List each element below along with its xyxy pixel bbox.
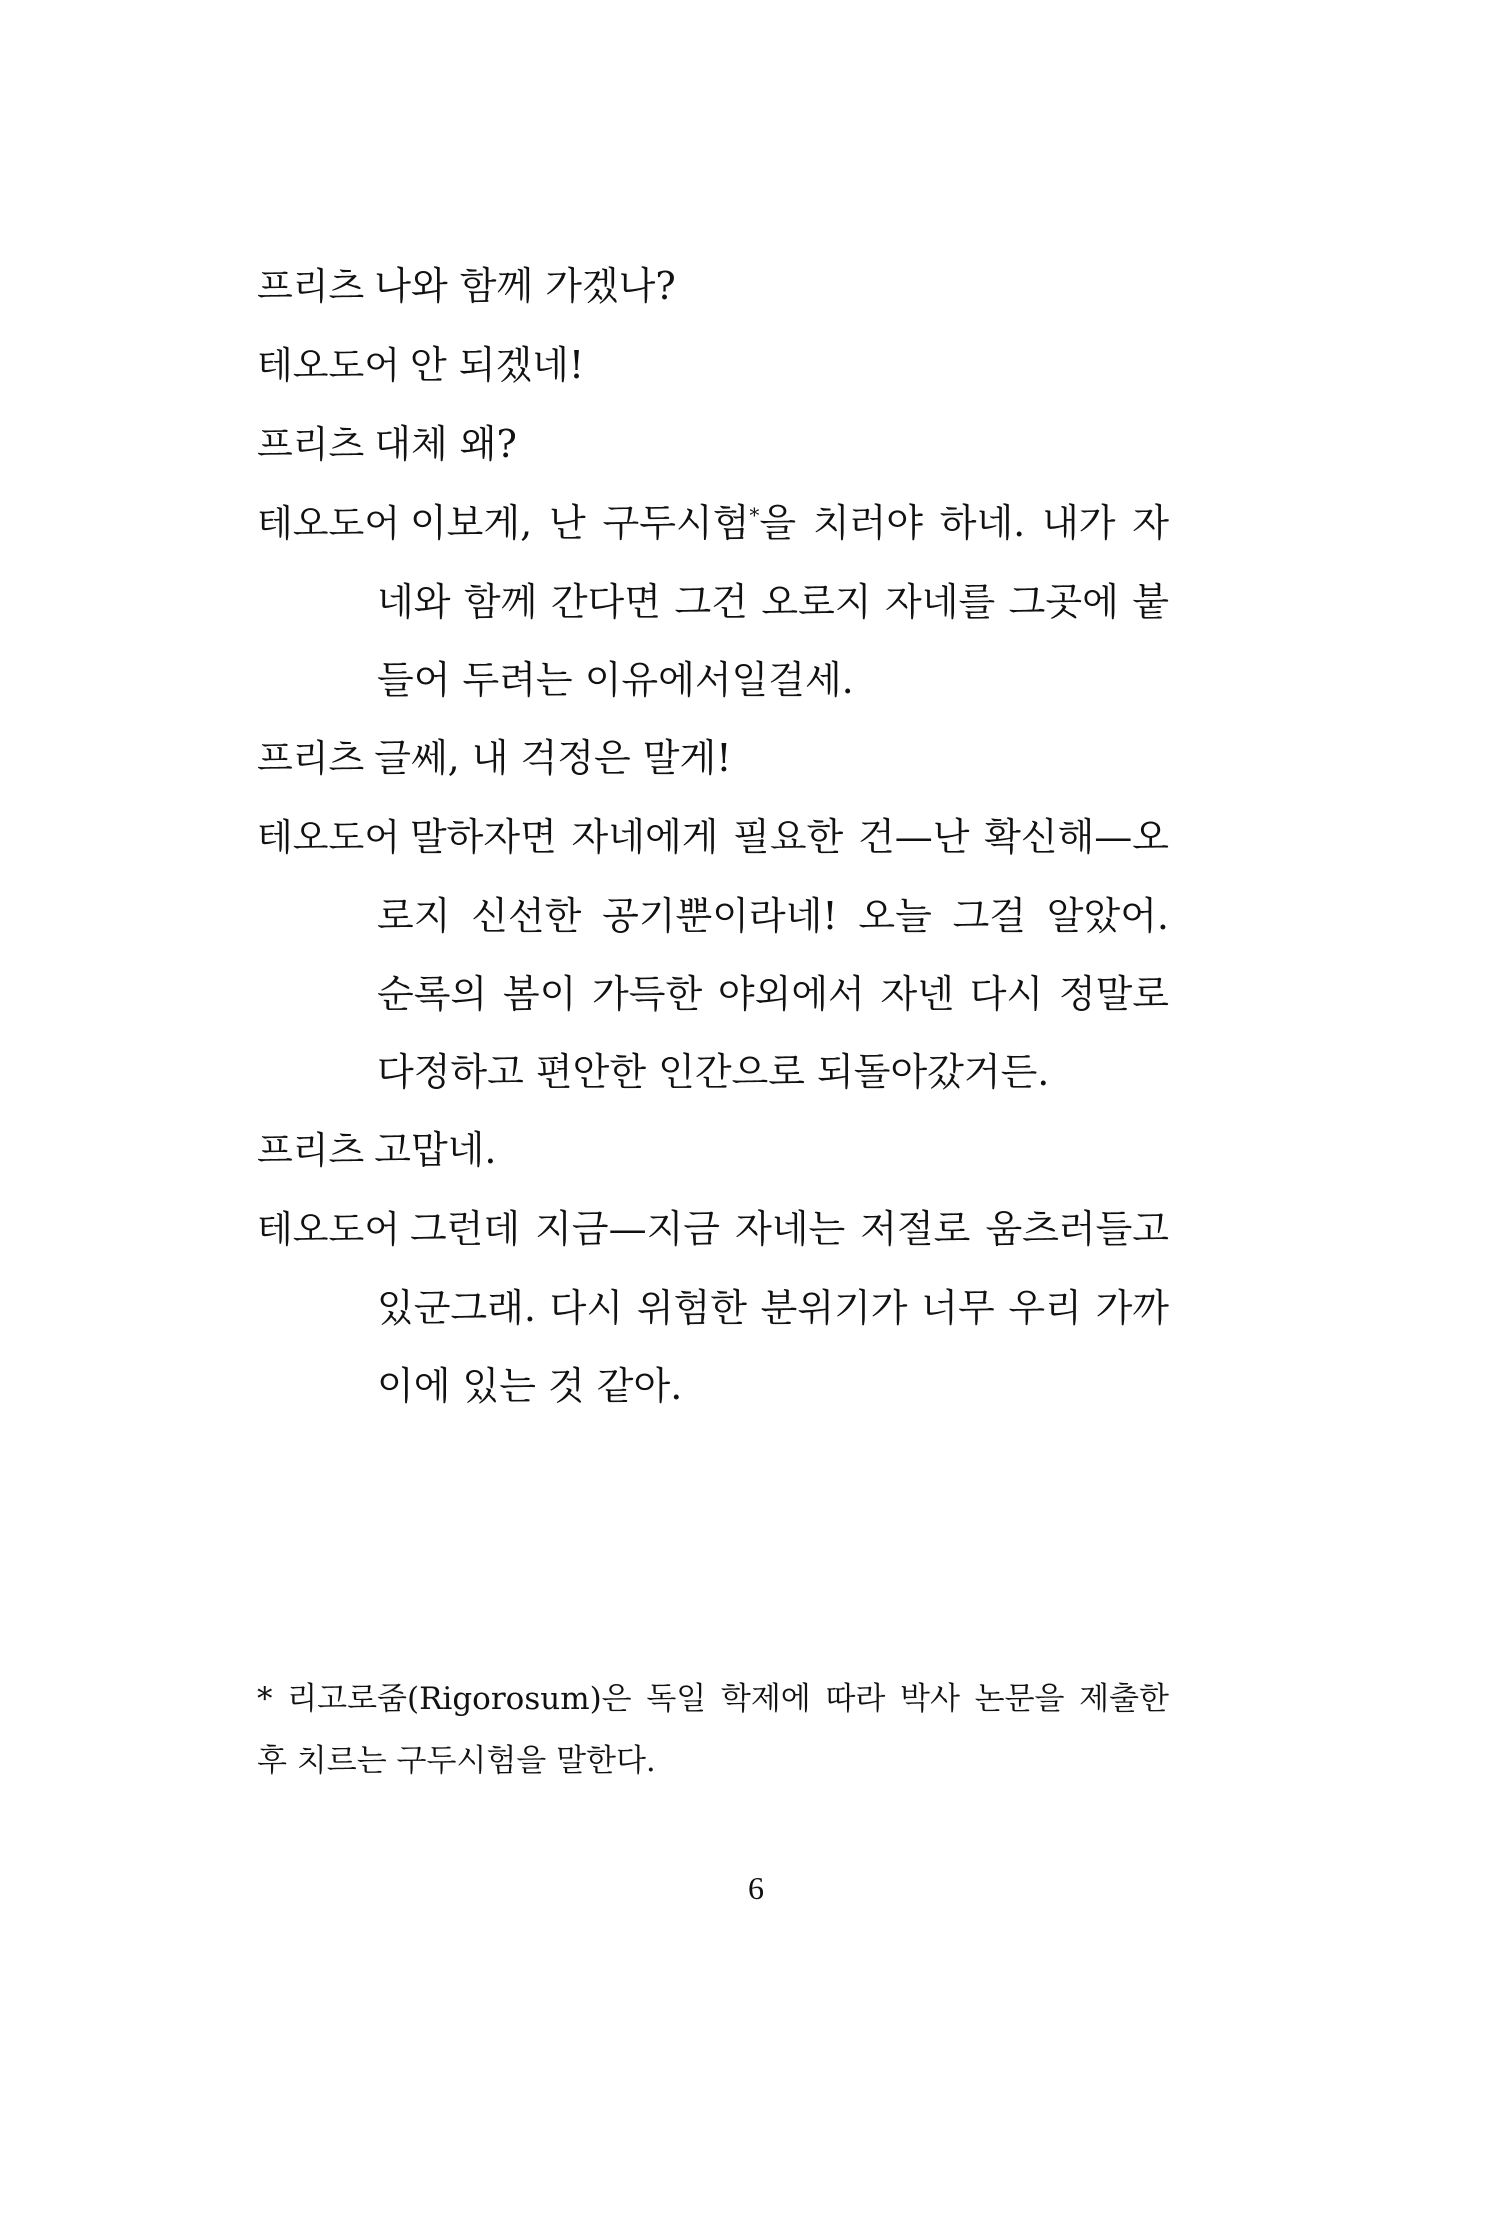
dialogue-text-continued: 을 치러야 하네. 내가 자네와 함께 간다면 그건 오로지 자네를 그곳에 붙들어 두려는 이유에서일걸세. — [377, 501, 1169, 702]
speaker-name: 프리츠 — [257, 265, 365, 308]
dialogue-line — [257, 484, 1169, 719]
footnote-marker: * — [749, 503, 760, 527]
page-number: 6 — [748, 1870, 764, 1906]
speaker-name: 프리츠 — [257, 1129, 365, 1172]
dialogue-line — [257, 1111, 1169, 1190]
dialogue-text: 말하자면 자네에게 필요한 건—난 확신해—오로지 신선한 공기뿐이라네! 오늘 그걸 알았어. 순록의 봄이 가득한 야외에서 자넨 다시 정말로 다정하고 편안한 인간으로 되돌아갔거든. — [377, 815, 1169, 1094]
speaker-name: 프리츠 — [257, 737, 365, 780]
dialogue-text: 글쎄, 내 걱정은 말게! — [374, 736, 732, 780]
dialogue-line — [257, 326, 1169, 405]
dialogue-text: 고맙네. — [374, 1128, 497, 1172]
speaker-name: 프리츠 — [257, 423, 365, 466]
dialogue-line — [257, 798, 1169, 1111]
speaker-name: 테오도어 — [257, 1208, 400, 1251]
speaker-name: 테오도어 — [257, 502, 400, 545]
speaker-name: 테오도어 — [257, 816, 400, 859]
dialogue-text: 이보게, 난 구두시험 — [409, 501, 750, 545]
dialogue-line — [257, 405, 1169, 484]
dialogue-text: 나와 함께 가겠나? — [374, 264, 676, 308]
dialogue-line — [257, 1190, 1169, 1425]
dialogue-line — [257, 247, 1169, 326]
dialogue-text: 안 되겠네! — [409, 343, 585, 387]
footnote: * 리고로줌(Rigorosum)은 독일 학제에 따라 박사 논문을 제출한 후 치르는 구두시험을 말한다. — [257, 1681, 1169, 1779]
dialogue-text: 그런데 지금—지금 자네는 저절로 움츠러들고 있군그래. 다시 위험한 분위기가 너무 우리 가까이에 있는 것 같아. — [377, 1207, 1169, 1408]
dialogue-text: 대체 왜? — [374, 422, 517, 466]
dialogue-block — [257, 247, 1169, 1425]
speaker-name: 테오도어 — [257, 344, 400, 387]
dialogue-line — [257, 719, 1169, 798]
